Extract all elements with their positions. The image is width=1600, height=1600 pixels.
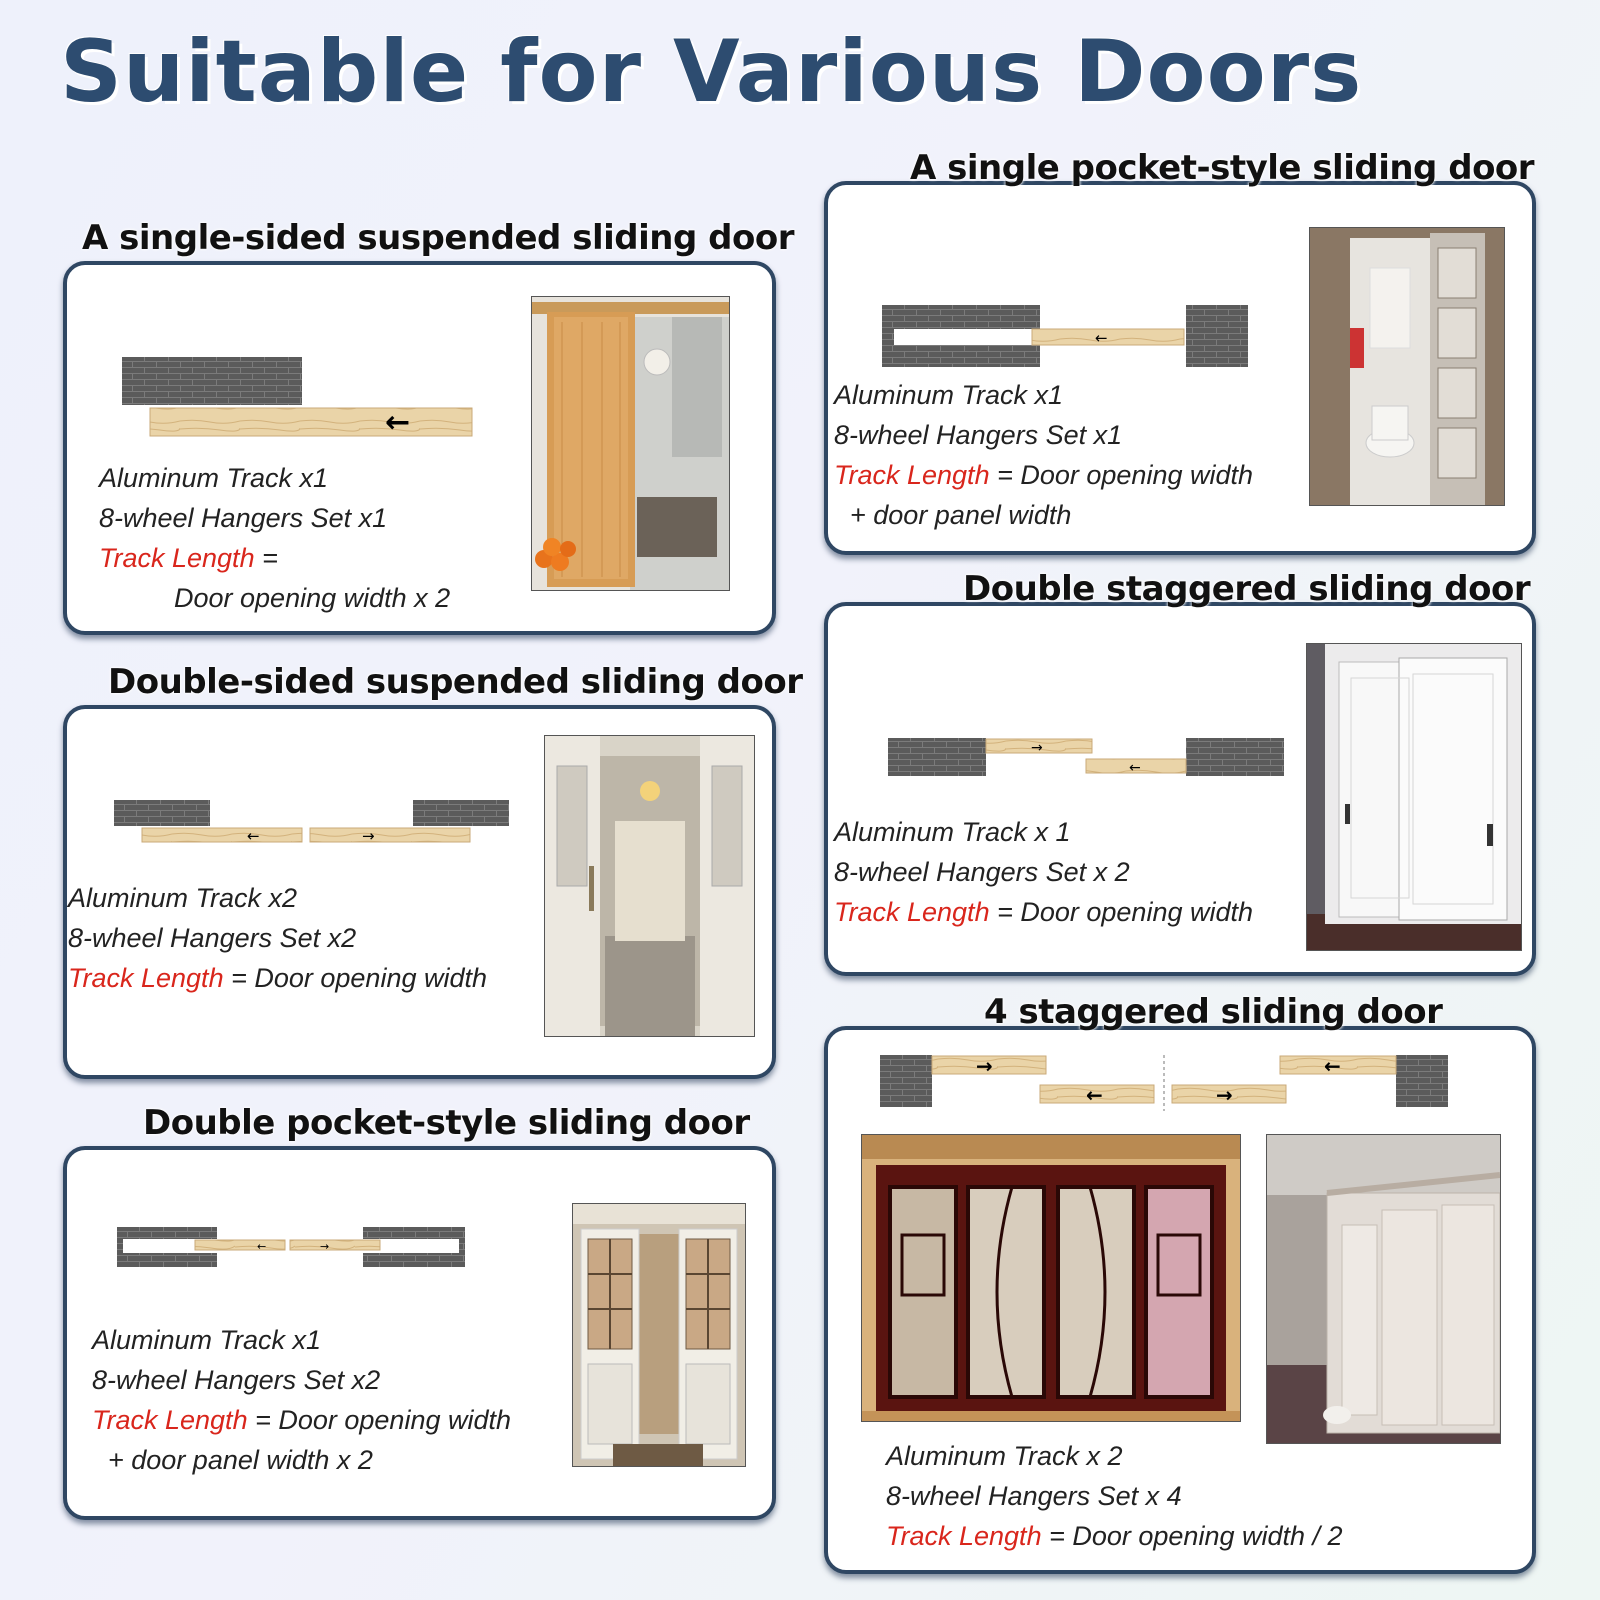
track-length-label: Track Length bbox=[92, 1405, 248, 1435]
arrow-left-icon: ← bbox=[1129, 760, 1141, 776]
track-length-label: Track Length bbox=[886, 1521, 1042, 1551]
double-pocket-track-diagram bbox=[115, 1225, 475, 1275]
track-length-line: Track Length = Door opening width / 2 bbox=[886, 1521, 1343, 1551]
double-pocket-specs bbox=[92, 1320, 511, 1480]
track-board bbox=[142, 828, 302, 842]
wall-brick bbox=[1186, 738, 1284, 776]
track-board bbox=[150, 408, 472, 436]
track-length-line: Track Length = Door opening width bbox=[834, 897, 1254, 927]
single-pocket-door-title: A single pocket-style sliding door bbox=[910, 148, 1535, 188]
track-length-line: Track Length = Door opening width bbox=[834, 460, 1254, 490]
single-pocket-door-photo bbox=[1309, 227, 1505, 506]
track-count: Aluminum Track x2 bbox=[68, 883, 298, 913]
track-length-label: Track Length bbox=[68, 963, 224, 993]
wall-brick bbox=[880, 1055, 932, 1107]
page-title: Suitable for Various Doors bbox=[60, 22, 1363, 122]
track-board bbox=[310, 828, 470, 842]
hanger-count: 8-wheel Hangers Set x1 bbox=[99, 503, 388, 533]
double-sided-specs bbox=[68, 878, 487, 998]
track-board bbox=[290, 1240, 380, 1250]
wall-brick bbox=[122, 357, 302, 405]
hanger-count: 8-wheel Hangers Set x2 bbox=[68, 923, 357, 953]
arrow-left-icon: ← bbox=[247, 827, 260, 845]
wall-brick bbox=[413, 800, 509, 826]
single-pocket-specs bbox=[834, 375, 1253, 535]
track-board bbox=[195, 1240, 285, 1250]
single-sided-specs bbox=[99, 458, 450, 618]
arrow-right-icon: → bbox=[976, 1054, 993, 1078]
arrow-left-icon: ← bbox=[385, 405, 411, 440]
track-length-line: Track Length = Door opening width bbox=[68, 963, 488, 993]
track-count: Aluminum Track x 1 bbox=[834, 817, 1071, 847]
four-staggered-door-title: 4 staggered sliding door bbox=[984, 992, 1443, 1032]
wall-brick bbox=[1396, 1055, 1448, 1107]
track-length-value: Door opening width x 2 bbox=[174, 583, 451, 613]
arrow-left-icon: ← bbox=[257, 1240, 267, 1253]
arrow-left-icon: ← bbox=[1086, 1083, 1103, 1107]
single-sided-door-title: A single-sided suspended sliding door bbox=[82, 218, 794, 258]
double-staggered-specs bbox=[834, 812, 1253, 932]
double-pocket-door-photo bbox=[572, 1203, 746, 1467]
arrow-right-icon: → bbox=[1031, 740, 1043, 756]
track-count: Aluminum Track x 2 bbox=[886, 1441, 1123, 1471]
arrow-right-icon: → bbox=[362, 827, 375, 845]
single-sided-track-diagram bbox=[120, 355, 480, 445]
four-staggered-door-photo-white bbox=[1266, 1134, 1501, 1444]
single-sided-door-photo bbox=[531, 296, 730, 591]
hanger-count: 8-wheel Hangers Set x 4 bbox=[886, 1481, 1182, 1511]
double-staggered-door-photo bbox=[1306, 643, 1522, 951]
arrow-right-icon: → bbox=[1216, 1083, 1233, 1107]
hanger-count: 8-wheel Hangers Set x1 bbox=[834, 420, 1123, 450]
double-sided-track-diagram bbox=[112, 798, 512, 848]
four-staggered-door-photo-wood bbox=[861, 1134, 1241, 1422]
track-count: Aluminum Track x1 bbox=[834, 380, 1064, 410]
single-pocket-track-diagram bbox=[880, 303, 1250, 373]
arrow-left-icon: ← bbox=[1095, 329, 1108, 347]
arrow-left-icon: ← bbox=[1324, 1054, 1341, 1078]
double-sided-door-photo bbox=[544, 735, 755, 1037]
wall-brick bbox=[1186, 305, 1248, 367]
track-length-label: Track Length bbox=[99, 543, 255, 573]
track-length-label: Track Length bbox=[834, 460, 990, 490]
arrow-right-icon: → bbox=[320, 1240, 330, 1253]
double-pocket-door-title: Double pocket-style sliding door bbox=[143, 1103, 750, 1143]
hanger-count: 8-wheel Hangers Set x2 bbox=[92, 1365, 381, 1395]
hanger-count: 8-wheel Hangers Set x 2 bbox=[834, 857, 1130, 887]
double-staggered-door-title: Double staggered sliding door bbox=[963, 569, 1531, 609]
track-count: Aluminum Track x1 bbox=[99, 463, 329, 493]
four-staggered-track-diagram bbox=[878, 1053, 1450, 1113]
track-length-line: Track Length = bbox=[99, 543, 278, 573]
double-sided-door-title: Double-sided suspended sliding door bbox=[108, 662, 803, 702]
wall-brick bbox=[114, 800, 210, 826]
track-length-label: Track Length bbox=[834, 897, 990, 927]
wall-brick bbox=[888, 738, 986, 776]
track-count: Aluminum Track x1 bbox=[92, 1325, 322, 1355]
track-length-extra: + door panel width bbox=[850, 500, 1072, 530]
track-length-line: Track Length = Door opening width bbox=[92, 1405, 512, 1435]
double-staggered-track-diagram bbox=[886, 735, 1286, 780]
track-length-extra: + door panel width x 2 bbox=[108, 1445, 373, 1475]
track-board bbox=[1032, 329, 1184, 345]
four-staggered-specs bbox=[886, 1436, 1343, 1556]
